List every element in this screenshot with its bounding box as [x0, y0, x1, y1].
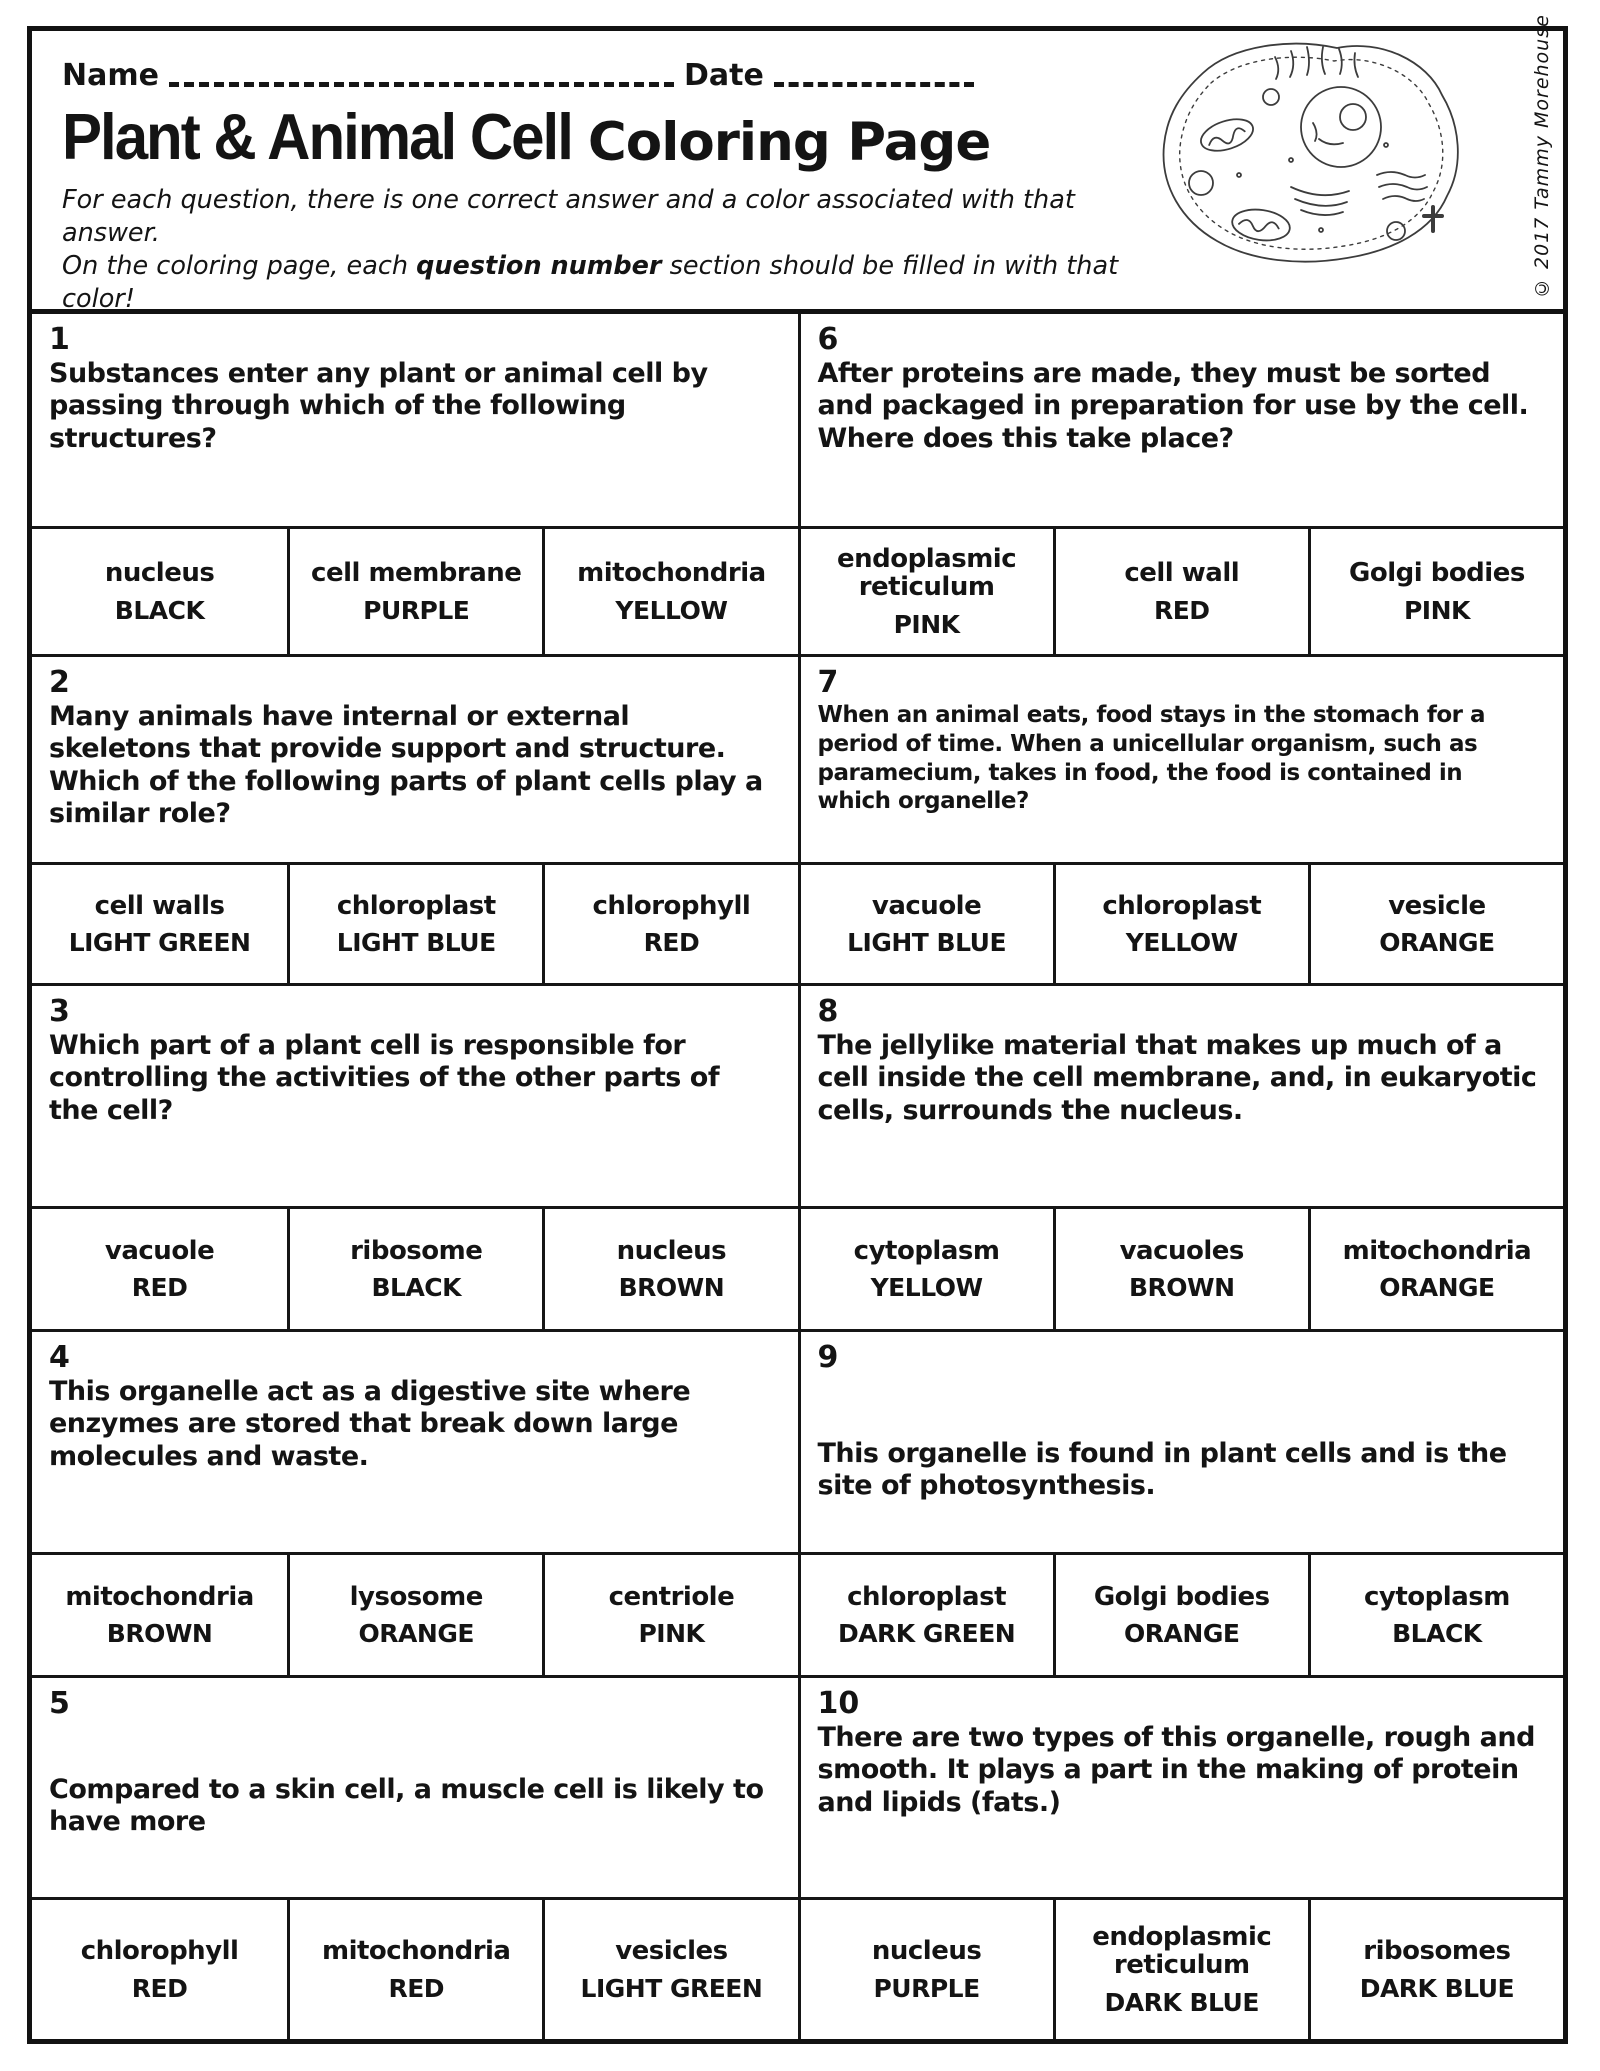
answer-cell: [1053, 1897, 1308, 2039]
question-7-text: When an animal eats, food stays in the stomach for a period of time. When a unicellular organism, such as paramecium, takes in food, the food is contained in which organelle?: [817, 702, 1486, 815]
copyright-note: © 2017 Tammy Morehouse: [1531, 14, 1553, 299]
question-8: [798, 983, 1564, 1206]
instructions-line2-post: section should be filled in with that color!: [62, 251, 1119, 315]
question-9: [798, 1329, 1564, 1552]
answer-color: BROWN: [1128, 1273, 1235, 1303]
answer-cell: [32, 1897, 287, 2039]
answer-option: chloroplast: [336, 890, 496, 921]
answer-cell: [287, 1206, 542, 1329]
answer-cell: [1308, 1206, 1563, 1329]
answer-cell: [287, 526, 542, 654]
answer-option: cell membrane: [311, 558, 522, 589]
answer-cell: [542, 1206, 797, 1329]
answer-color: PINK: [893, 609, 960, 639]
answer-cell: [1053, 526, 1308, 654]
question-6: [798, 314, 1564, 526]
answer-option: Golgi bodies: [1093, 1581, 1270, 1612]
answer-cell: [32, 862, 287, 983]
question-3-text: Which part of a plant cell is responsible for controlling the activities of the other parts of the cell?: [49, 1030, 720, 1126]
answer-cell: [798, 1552, 1053, 1675]
answer-option: nucleus: [871, 1936, 982, 1967]
answer-option: centriole: [608, 1581, 735, 1612]
answer-color: DARK BLUE: [1359, 1973, 1515, 2003]
question-6-number: 6: [817, 322, 839, 357]
answer-color: ORANGE: [1379, 1273, 1495, 1303]
answer-color: BROWN: [618, 1273, 725, 1303]
answer-color: DARK BLUE: [1104, 1987, 1259, 2017]
title-print-part: Coloring Page: [587, 112, 991, 173]
answer-cell: [542, 1552, 797, 1675]
question-3-number: 3: [49, 994, 70, 1029]
answer-cell: [32, 1206, 287, 1329]
answer-color: YELLOW: [615, 595, 728, 625]
question-1-number: 1: [49, 322, 70, 357]
worksheet-header: [32, 14, 1563, 315]
name-blank-line: [169, 81, 674, 87]
answer-option: vacuole: [104, 1235, 215, 1266]
question-2-number: 2: [49, 665, 70, 700]
answer-option: ribosomes: [1363, 1936, 1511, 1967]
answer-cell: [542, 526, 797, 654]
question-10-text: There are two types of this organelle, rough and smooth. It plays a part in the making of protein and lipids (fats.): [817, 1722, 1535, 1818]
date-label: Date: [683, 58, 764, 93]
answer-cell: [1308, 1897, 1563, 2039]
animal-cell-illustration: [1141, 35, 1471, 275]
answer-option: cell walls: [94, 890, 225, 921]
answer-option: vacuoles: [1119, 1235, 1244, 1266]
answer-cell: [798, 1206, 1053, 1329]
answer-color: YELLOW: [870, 1273, 983, 1303]
question-5-number: 5: [49, 1686, 70, 1721]
answer-color: BROWN: [106, 1619, 213, 1649]
answer-color: LIGHT GREEN: [580, 1973, 763, 2003]
question-1: [32, 314, 798, 526]
answer-color: RED: [388, 1973, 445, 2003]
answer-color: BLACK: [114, 595, 205, 625]
answer-cell: [1053, 862, 1308, 983]
answer-option: chloroplast: [1102, 890, 1262, 921]
answer-color: BLACK: [371, 1273, 462, 1303]
answer-option: chlorophyll: [592, 890, 751, 921]
answer-option: chlorophyll: [80, 1936, 239, 1967]
answer-option: nucleus: [616, 1235, 727, 1266]
answer-color: DARK GREEN: [837, 1619, 1016, 1649]
name-label: Name: [62, 58, 159, 93]
question-5-text: Compared to a skin cell, a muscle cell is likely to have more: [49, 1774, 764, 1838]
answer-option: cell wall: [1124, 558, 1240, 589]
question-3: [32, 983, 798, 1206]
question-10: [798, 1675, 1564, 1897]
answer-color: RED: [643, 928, 700, 958]
instructions-line2-pre: On the coloring page, each: [62, 251, 417, 282]
answer-cell: [287, 862, 542, 983]
answer-cell: [1308, 862, 1563, 983]
question-8-number: 8: [817, 994, 839, 1029]
answer-cell: [32, 1552, 287, 1675]
answer-option: cytoplasm: [1364, 1581, 1510, 1612]
answer-color: LIGHT GREEN: [68, 928, 251, 958]
question-9-number: 9: [817, 1340, 839, 1375]
answer-option: chloroplast: [847, 1581, 1006, 1612]
title-script-part: Plant & Animal Cell: [62, 100, 572, 173]
answer-color: PINK: [638, 1619, 705, 1649]
worksheet-page: [27, 14, 1568, 2044]
answer-color: RED: [131, 1973, 188, 2003]
answer-color: RED: [131, 1273, 188, 1303]
answer-color: ORANGE: [1379, 928, 1495, 958]
answer-option: mitochondria: [322, 1936, 511, 1967]
answer-cell: [287, 1552, 542, 1675]
answer-color: LIGHT BLUE: [336, 928, 496, 958]
answer-option: endoplasmic reticulum: [1092, 1921, 1272, 1981]
question-9-text: This organelle is found in plant cells and is the site of photosynthesis.: [817, 1438, 1507, 1502]
answer-cell: [1308, 526, 1563, 654]
answer-cell: [798, 862, 1053, 983]
question-4-text: This organelle act as a digestive site where enzymes are stored that break down large molecules and waste.: [49, 1376, 691, 1472]
answer-color: ORANGE: [1124, 1619, 1240, 1649]
answer-color: YELLOW: [1125, 928, 1238, 958]
answer-option: vacuole: [871, 890, 982, 921]
answer-color: BLACK: [1392, 1619, 1482, 1649]
answer-cell: [287, 1897, 542, 2039]
question-10-number: 10: [817, 1686, 860, 1721]
answer-color: LIGHT BLUE: [847, 928, 1007, 958]
answer-cell: [798, 526, 1053, 654]
answer-cell: [1308, 1552, 1563, 1675]
date-blank-line: [774, 81, 974, 87]
answer-cell: [798, 1897, 1053, 2039]
answer-color: ORANGE: [358, 1619, 474, 1649]
answer-option: endoplasmic reticulum: [837, 543, 1017, 603]
question-7: [798, 654, 1564, 862]
answer-option: vesicle: [1388, 890, 1486, 921]
question-8-text: The jellylike material that makes up much of a cell inside the cell membrane, and, in eukaryotic cells, surrounds the nucleus.: [817, 1030, 1537, 1126]
instructions: [62, 184, 1142, 317]
question-6-text: After proteins are made, they must be sorted and packaged in preparation for use by the cell. Where does this take place?: [817, 358, 1529, 454]
answer-option: cytoplasm: [853, 1235, 1000, 1266]
answer-color: PURPLE: [873, 1973, 980, 2003]
answer-option: nucleus: [104, 558, 215, 589]
answer-cell: [542, 862, 797, 983]
question-1-text: Substances enter any plant or animal cell by passing through which of the following structures?: [49, 358, 708, 454]
question-2: [32, 654, 798, 862]
question-2-text: Many animals have internal or external skeletons that provide support and structure. Which of the following parts of plant cells play a similar role?: [49, 701, 763, 830]
answer-option: lysosome: [349, 1581, 483, 1612]
answer-option: mitochondria: [577, 558, 766, 589]
answer-cell: [542, 1897, 797, 2039]
question-4: [32, 1329, 798, 1552]
instructions-line1: For each question, there is one correct answer and a color associated with that answer.: [62, 185, 1075, 249]
question-grid: [32, 309, 1563, 2039]
answer-color: PINK: [1403, 595, 1470, 625]
answer-cell: [1053, 1552, 1308, 1675]
answer-option: vesicles: [615, 1936, 728, 1967]
answer-color: PURPLE: [363, 595, 470, 625]
question-5: [32, 1675, 798, 1897]
answer-option: mitochondria: [1342, 1235, 1532, 1266]
question-7-number: 7: [817, 665, 839, 700]
question-4-number: 4: [49, 1340, 70, 1375]
answer-option: mitochondria: [65, 1581, 254, 1612]
answer-cell: [32, 526, 287, 654]
instructions-bold: question number: [416, 251, 662, 282]
answer-color: RED: [1153, 595, 1210, 625]
answer-option: Golgi bodies: [1349, 558, 1525, 589]
answer-cell: [1053, 1206, 1308, 1329]
answer-option: ribosome: [350, 1235, 483, 1266]
